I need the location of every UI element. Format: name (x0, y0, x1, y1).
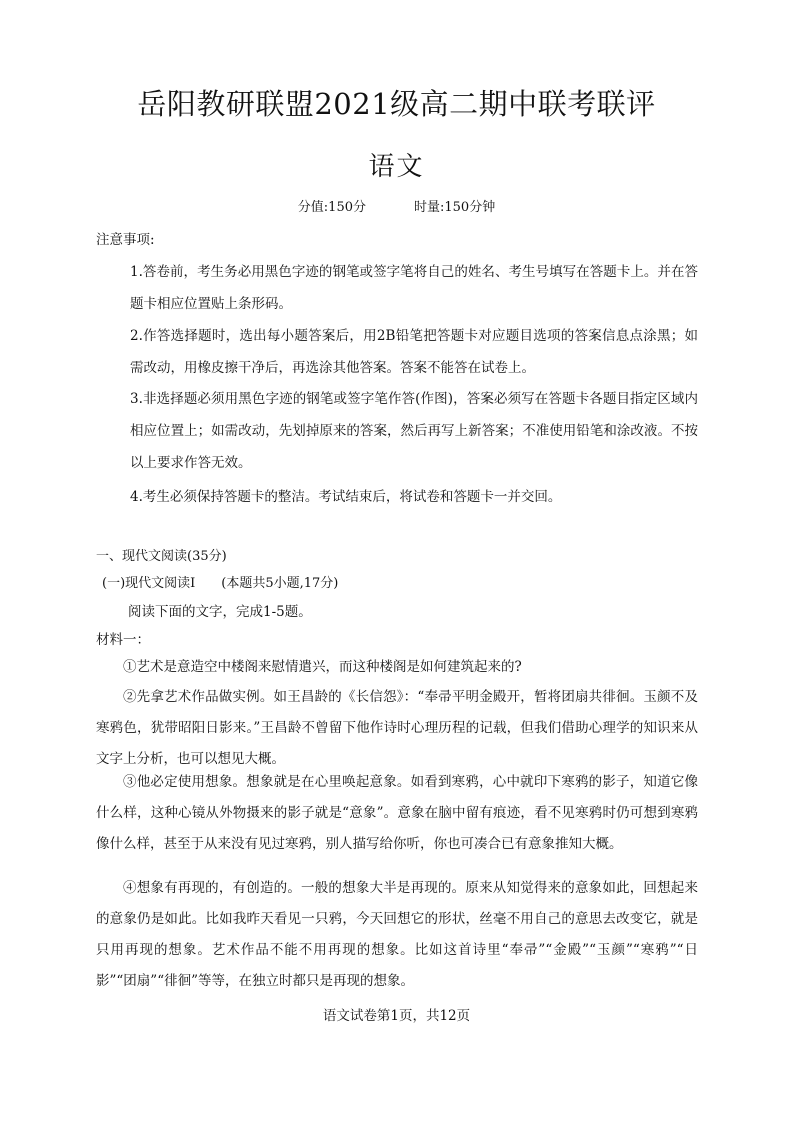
subsection-title: (一)现代文阅读Ⅰ (102, 576, 196, 591)
section-heading: 一、现代文阅读(35分) (96, 549, 227, 564)
notice-item-2: 2.作答选择题时，选出每小题答案后，用2B铅笔把答题卡对应题目选项的答案信息点涂黑；如需改动，用橡皮擦干净后，再选涂其他答案。答案不能答在试卷上。 (130, 328, 698, 376)
score-value: 分值:150分 (297, 200, 366, 215)
reading-instruction: 阅读下面的文字，完成1-5题。 (128, 604, 312, 620)
notice-item-4: 4.考生必须保持答题卡的整洁。考试结束后，将试卷和答题卡一并交回。 (130, 489, 562, 505)
subsection-heading (102, 572, 338, 591)
time-limit: 时量:150分钟 (414, 200, 496, 215)
notice-item-3: 3.非选择题必须用黑色字迹的钢笔或签字笔作答(作图)，答案必须写在答题卡各题目指定区域内相应位置上；如需改动，先划掉原来的答案，然后再写上新答案；不准使用铅笔和涂改液。不按以上要求作答无效。 (130, 391, 698, 471)
notices-heading: 注意事项: (96, 232, 155, 248)
paragraph-2: ②先拿艺术作品做实例。如王昌龄的《长信怨》：“奉帚平明金殿开，暂将团扇共徘徊。玉颜不及寒鸦色，犹带昭阳日影来。”王昌龄不曾留下他作诗时心理历程的记载，但我们借助心理学的知识来从文字上分析，也可以想见大概。 (96, 689, 698, 767)
exam-meta (0, 196, 793, 215)
paragraph-1: ①艺术是意造空中楼阁来慰情遣兴，而这种楼阁是如何建筑起来的? (123, 659, 522, 675)
subject-title: 语文 (368, 152, 425, 182)
paragraph-4: ④想象有再现的，有创造的。一般的想象大半是再现的。原来从知觉得来的意象如此，回想起来的意象仍是如此。比如我昨天看见一只鸦，今天回想它的形状，丝毫不用自己的意思去改变它，就是只用再现的想象。艺术作品不能不用再现的想象。比如这首诗里“奉帚”“金殿”“玉颜”“寒鸦”“日影”“团扇”“徘徊”等等，在独立时都只是再现的想象。 (96, 880, 698, 989)
page-footer: 语文试卷第1页，共12页 (322, 1008, 471, 1024)
notice-item-1: 1.答卷前，考生务必用黑色字迹的钢笔或签字笔将自己的姓名、考生号填写在答题卡上。并在答题卡相应位置贴上条形码。 (130, 264, 698, 312)
paragraph-3: ③他必定使用想象。想象就是在心里唤起意象。如看到寒鸦，心中就印下寒鸦的影子，知道它像什么样，这种心镜从外物摄来的影子就是“意象”。意象在脑中留有痕迹，看不见寒鸦时仍可想到寒鸦像什么样，甚至于从来没有见过寒鸦，别人描写给你听，你也可凑合已有意象推知大概。 (96, 774, 698, 852)
material-label: 材料一： (96, 632, 150, 648)
exam-title: 岳阳教研联盟2021级高二期中联考联评 (137, 87, 656, 121)
subsection-note: (本题共5小题,17分) (221, 576, 339, 591)
